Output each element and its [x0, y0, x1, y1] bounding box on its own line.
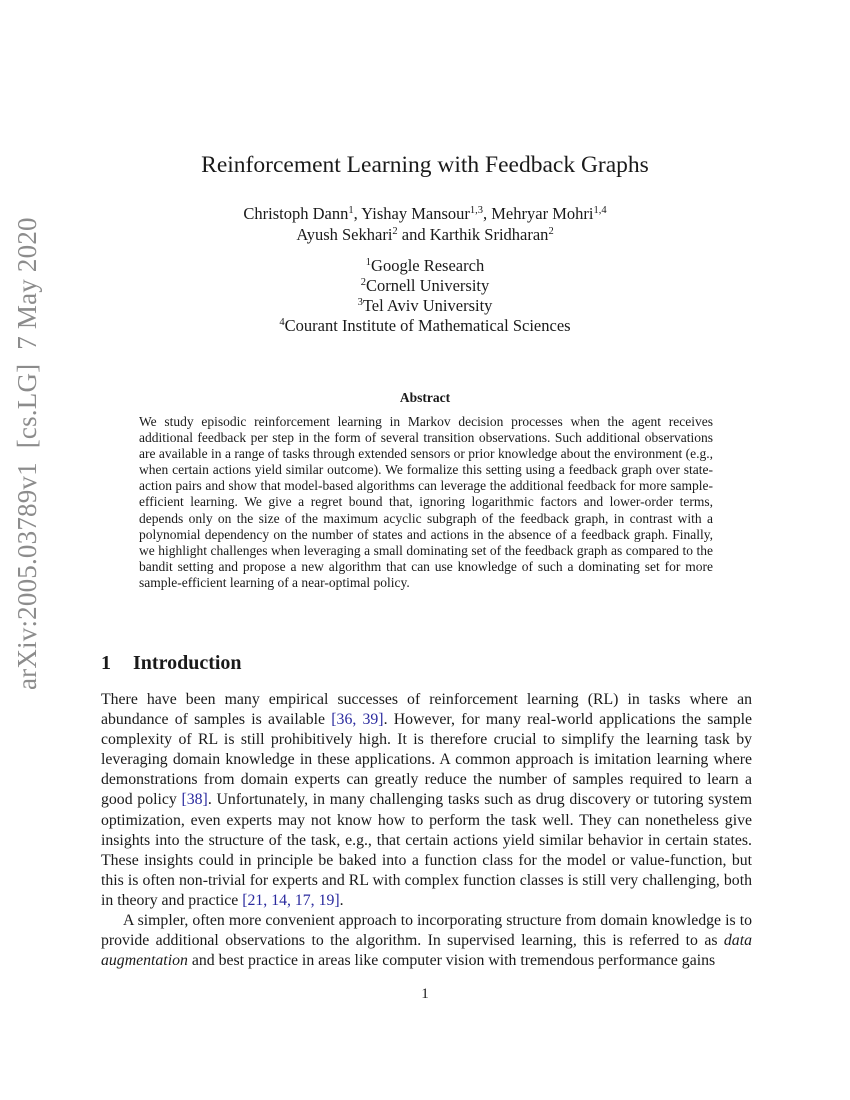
- abstract-text: We study episodic reinforcement learning in Markov decision processes when the agent receives additional feedback per step in the form of several transition observations. Such additional observations are available in a range of tasks through extended sensors or prior knowledge about the environment (e.g., when certain actions yield similar outcome). We formalize this setting using a feedback graph over state-action pairs and show that model-based algorithms can leverage the additional feedback for more sample-efficient learning. We give a regret bound that, ignoring logarithmic factors and lower-order terms, depends only on the size of the maximum acyclic subgraph of the feedback graph, in contrast with a polynomial dependency on the number of states and actions in the absence of a feedback graph. Finally, we highlight challenges when leveraging a small dominating set of the feedback graph as compared to the bandit setting and propose a new algorithm that can use knowledge of such a dominating set for more sample-efficient learning of a near-optimal policy.: [139, 414, 713, 590]
- section-heading: [101, 652, 242, 675]
- section-number: 1: [101, 652, 111, 674]
- affiliation-name: Cornell University: [365, 276, 490, 295]
- citation-link[interactable]: [38]: [181, 791, 208, 809]
- affiliation-marker: 1,3: [469, 205, 484, 216]
- page-number: 1: [421, 986, 429, 1002]
- author-line-2: [0, 224, 850, 245]
- text-run: . However, for many real-world applications the sample complexity of RL is still prohibitively high. It is therefore crucial to simplify the learning task by leveraging domain knowledge in these applications. A common approach is imitation learning where demonstrations from domain experts can greatly reduce the number of samples required to learn a good policy: [101, 711, 753, 809]
- affiliation-list: [0, 256, 850, 336]
- paragraph: [101, 690, 752, 911]
- author-list: [0, 203, 850, 245]
- text-run: . Unfortunately, in many challenging tasks such as drug discovery or tutoring system optimization, even experts may not know how to perform the task well. They can nonetheless give insights into the structure of the task, e.g., that certain actions yield similar behavior in certain states. These insights could in principle be baked into a function class for the model or value-function, but this is often non-trivial for experts and RL with complex function classes is still very challenging, both in theory and practice: [101, 791, 752, 909]
- author-name: Yishay Mansour: [361, 204, 470, 223]
- text-run: .: [339, 891, 344, 909]
- text-run: There have been many empirical successes of reinforcement learning (RL) in tasks where an abundance of samples is available: [101, 691, 752, 729]
- affiliation-item: [0, 296, 850, 316]
- affiliation-item: [0, 276, 850, 296]
- affiliation-number: 2: [360, 277, 366, 288]
- affiliation-item: [0, 256, 850, 276]
- author-line-1: [0, 203, 850, 224]
- affiliation-marker: 1,4: [593, 205, 607, 216]
- body-text: [101, 690, 752, 971]
- emphasized-term: data augmentation: [101, 932, 752, 970]
- affiliation-name: Google Research: [371, 256, 485, 275]
- affiliation-marker: 2: [548, 226, 554, 237]
- separator: ,: [483, 204, 492, 223]
- affiliation-item: [0, 316, 850, 336]
- affiliation-name: Tel Aviv University: [362, 296, 493, 315]
- citation-link[interactable]: [21, 14, 17, 19]: [242, 891, 340, 909]
- text-run: and best practice in areas like computer vision with tremendous performance gains: [187, 952, 716, 970]
- affiliation-marker: 1: [348, 205, 354, 216]
- abstract-heading: Abstract: [399, 390, 451, 405]
- text-run: A simpler, often more convenient approach to incorporating structure from domain knowledge is to provide additional observations to the algorithm. In supervised learning, this is referred to as: [101, 912, 752, 950]
- affiliation-number: 3: [357, 297, 363, 308]
- author-name: Ayush Sekhari: [296, 225, 393, 244]
- paragraph: [101, 911, 752, 971]
- arxiv-identifier-stamp: arXiv:2005.03789v1 [cs.LG] 7 May 2020: [12, 217, 42, 690]
- paper-title: Reinforcement Learning with Feedback Graphs: [201, 152, 649, 178]
- author-name: Christoph Dann: [243, 204, 349, 223]
- author-name: Mehryar Mohri: [491, 204, 594, 223]
- separator: ,: [353, 204, 362, 223]
- affiliation-number: 1: [365, 257, 372, 268]
- affiliation-number: 4: [279, 317, 285, 328]
- affiliation-name: Courant Institute of Mathematical Sciences: [284, 316, 571, 335]
- separator: and: [397, 225, 430, 244]
- author-name: Karthik Sridharan: [429, 225, 549, 244]
- section-title: Introduction: [133, 652, 242, 674]
- citation-link[interactable]: [36, 39]: [331, 711, 384, 729]
- affiliation-marker: 2: [392, 226, 398, 237]
